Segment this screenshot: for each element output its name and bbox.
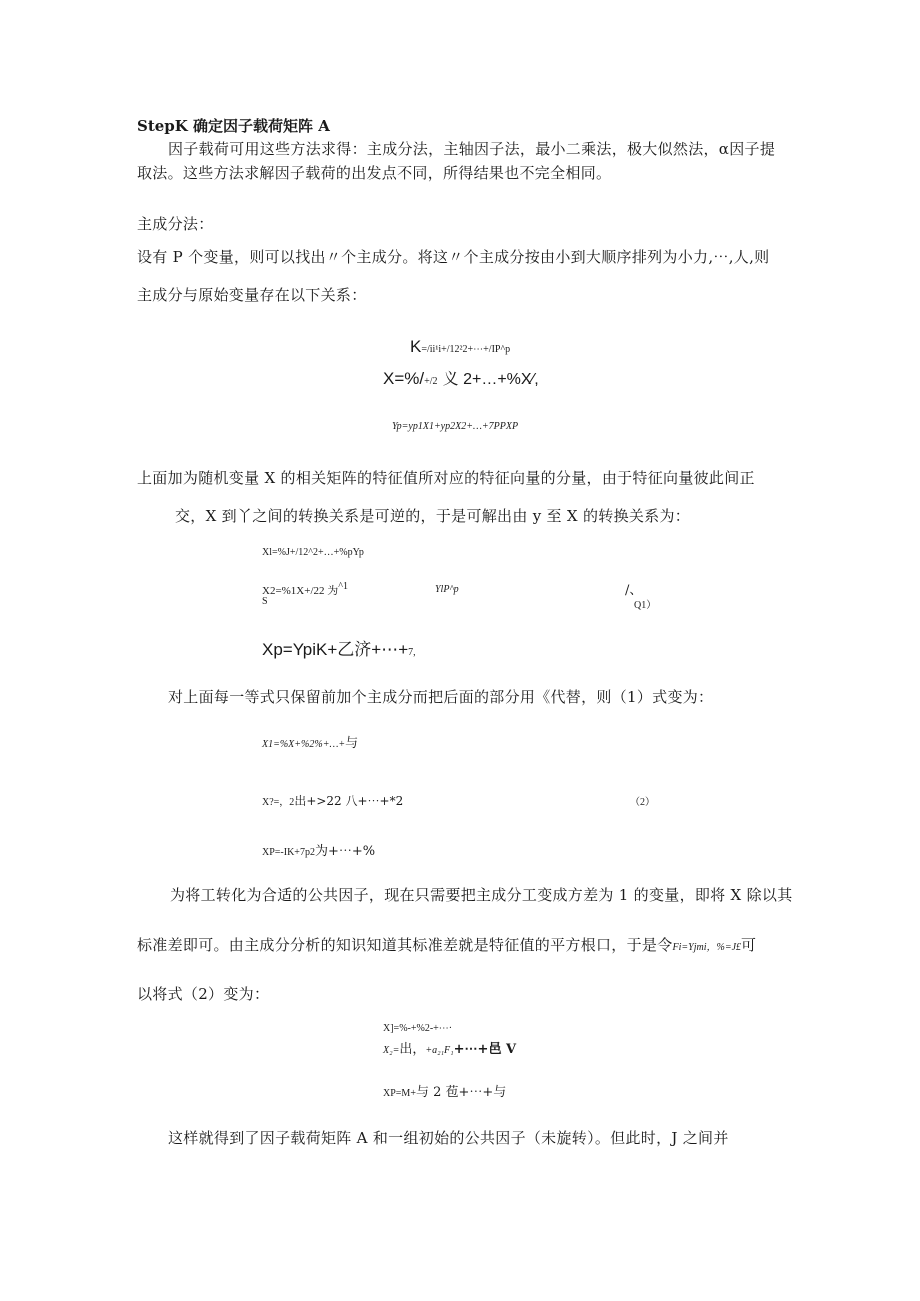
equation-label-1: Q1） xyxy=(634,600,657,611)
paragraph-4-line-2 xyxy=(137,934,756,955)
equation-3c-big: 为+⋯+% xyxy=(314,844,376,859)
paragraph-5: 这样就得到了因子载荷矩阵 A 和一组初始的公共因子（未旋转）。但此时，J 之间并 xyxy=(168,1129,729,1147)
pca-label: 主成分法： xyxy=(137,215,214,233)
equation-2c xyxy=(262,635,416,660)
equation-1a-lead: K xyxy=(410,337,422,356)
equation-2c-small: 7, xyxy=(408,647,416,658)
equation-4b-small: +a₂₁F₁ xyxy=(425,1045,454,1056)
equation-2b-right: /、 xyxy=(625,583,643,598)
paragraph-2-line-2: 交，X 到丫之间的转换关系是可逆的，于是可解出由 y 至 X 的转换关系为： xyxy=(175,507,691,525)
equation-2b-middle: YlP^p xyxy=(435,584,459,595)
equation-3c xyxy=(262,840,375,859)
pca-line-1: 设有 P 个变量，则可以找出〃个主成分。将这〃个主成分按由小到大顺序排列为小力,⋯,人,则 xyxy=(137,248,770,266)
equation-3a-big: 与 xyxy=(345,736,359,751)
paragraph-3: 对上面每一等式只保留前加个主成分而把后面的部分用《代替，则（1）式变为： xyxy=(168,688,714,706)
equation-4b-lead: X₂= xyxy=(383,1045,400,1056)
equation-1b xyxy=(383,366,539,389)
equation-2b-subscript: S xyxy=(262,596,268,607)
equation-2b-sup: ^1 xyxy=(338,581,348,592)
equation-4a: X]=%-+%2-+⋯· xyxy=(383,1023,453,1034)
equation-1b-small: +/2 xyxy=(424,376,438,387)
paragraph-4-line-3: 以将式（2）变为： xyxy=(137,985,270,1003)
equation-4c xyxy=(383,1081,506,1100)
equation-3b-big: 出+>22 八+⋯+*2 xyxy=(294,794,404,808)
equation-3c-text: XP=-IK+7p2 xyxy=(262,847,315,858)
equation-label-2: （2） xyxy=(630,797,655,808)
paragraph-4-formula: Fi=Yjmi，%=J£ xyxy=(672,942,742,953)
equation-2b xyxy=(262,579,348,598)
intro-line-2: 取法。这些方法求解因子载荷的出发点不同，所得结果也不完全相同。 xyxy=(137,164,612,182)
equation-2b-text: X2=%1X+/22 为 xyxy=(262,585,339,597)
equation-3b xyxy=(262,790,403,809)
equation-1b-lead: X=%/ xyxy=(383,369,425,388)
equation-4b xyxy=(383,1038,516,1057)
equation-2a: Xl=%J+/12^2+…+%pYp xyxy=(262,547,364,558)
equation-4b-text: 出， xyxy=(399,1042,426,1057)
pca-line-2: 主成分与原始变量存在以下关系： xyxy=(137,286,367,304)
equation-4c-big: 与 2 苞+⋯+与 xyxy=(415,1085,507,1100)
paragraph-4-line-2b: 可 xyxy=(741,936,757,954)
paragraph-4-line-2a: 标准差即可。由主成分分析的知识知道其标准差就是特征值的平方根口，于是令 xyxy=(137,936,673,954)
equation-4c-text: XP=M+ xyxy=(383,1088,416,1099)
paragraph-2-line-1: 上面加为随机变量 X 的相关矩阵的特征值所对应的特征向量的分量，由于特征向量彼此间正 xyxy=(137,469,755,487)
equation-1b-rest: 义 2+…+%X∕, xyxy=(442,371,539,388)
equation-2c-text: Xp=YpiK+乙济+⋯+ xyxy=(262,640,409,659)
paragraph-4-line-1: 为将工转化为合适的公共因子，现在只需要把主成分工变成方差为 1 的变量，即将 X 除以其 xyxy=(170,886,793,904)
equation-1a xyxy=(410,337,510,357)
equation-1c: Yp=yp1X1+yp2X2+…+7PPXP xyxy=(392,421,519,432)
equation-3b-text: X?=，2 xyxy=(262,797,295,808)
equation-3a xyxy=(262,732,358,751)
intro-line-1: 因子载荷可用这些方法求得：主成分法，主轴因子法，最小二乘法，极大似然法，α因子提 xyxy=(168,140,776,158)
equation-1a-rest: =/ii¹i+/12²2+⋯+/IP^p xyxy=(421,344,511,355)
equation-3a-text: X1=%X+%2%+…+ xyxy=(262,739,346,750)
equation-4b-rest: +⋯+邑 V xyxy=(453,1042,517,1057)
section-heading: StepK 确定因子载荷矩阵 A xyxy=(137,117,330,135)
